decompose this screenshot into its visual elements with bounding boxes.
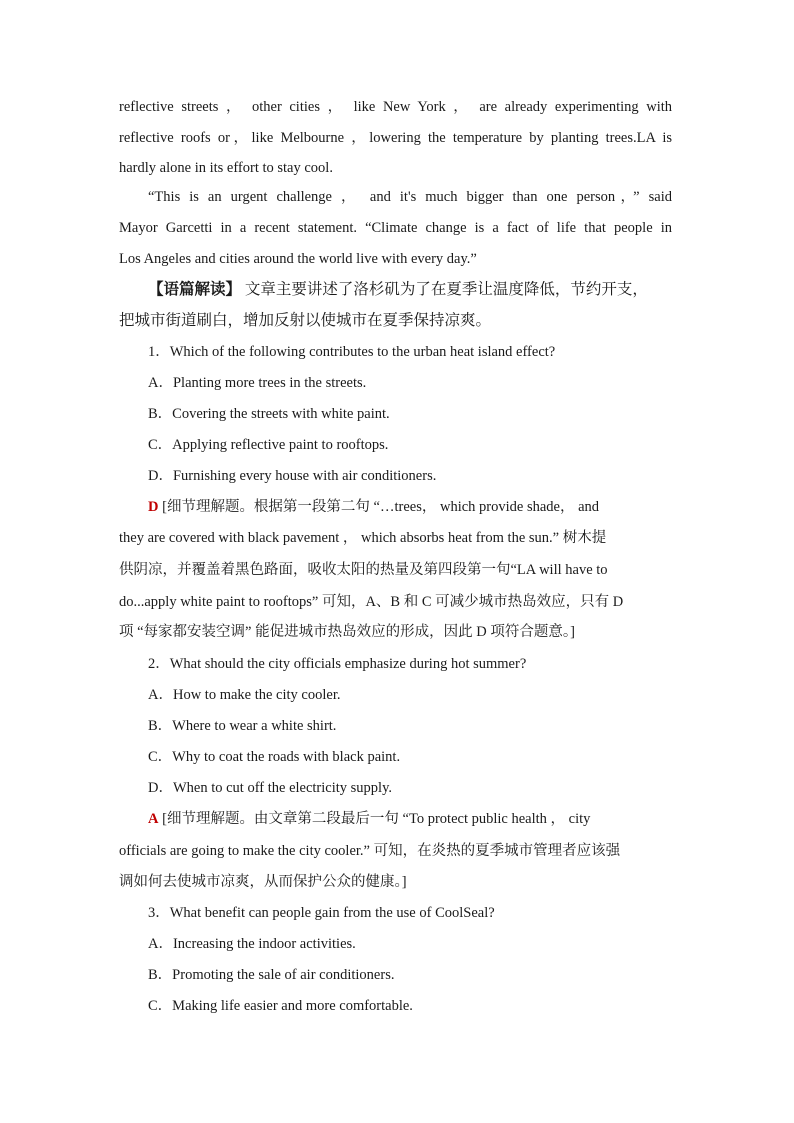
explanation-line [148, 497, 672, 517]
explanation-line: 调如何去使城市凉爽，从而保护公众的健康。] [119, 874, 407, 890]
option-a: A．Increasing the indoor activities. [148, 936, 356, 952]
question-stem: 2．What should the city officials emphasize during hot summer? [148, 656, 527, 672]
option-c: C．Applying reflective paint to rooftops. [148, 437, 389, 453]
passage-line: hardly alone in its effort to stay cool. [119, 160, 333, 176]
option-c: C．Making life easier and more comfortable. [148, 998, 413, 1014]
explanation-text: [细节理解题。根据第一段第二句 “…trees， which provide shade， and [158, 499, 600, 515]
option-d: D．Furnishing every house with air conditioners. [148, 468, 437, 484]
option-a: A．How to make the city cooler. [148, 687, 341, 703]
answer-letter: A [148, 811, 159, 827]
explanation-line: officials are going to make the city cooler.” 可知，在炎热的夏季城市管理者应该强 [119, 843, 621, 859]
explanation-line: 项 “每家都安装空调” 能促进城市热岛效应的形成，因此 D 项符合题意。] [119, 624, 575, 640]
question-stem: 3．What benefit can people gain from the use of CoolSeal? [148, 905, 495, 921]
option-b: B．Covering the streets with white paint. [148, 406, 390, 422]
passage-line: reflective streets ， other cities ， like New York ， are already experimenting with [119, 99, 672, 115]
option-d: D．When to cut off the electricity supply. [148, 780, 393, 796]
option-a: A．Planting more trees in the streets. [148, 375, 367, 391]
passage-line: “This is an urgent challenge ， and it's much bigger than one person，” said [148, 189, 672, 205]
question-stem: 1．Which of the following contributes to the urban heat island effect? [148, 344, 556, 360]
passage-line: Mayor Garcetti in a recent statement. “Climate change is a fact of life that people in [119, 220, 672, 236]
explanation-text: [细节理解题。由文章第二段最后一句 “To protect public health ， city [158, 811, 591, 827]
answer-letter: D [148, 499, 159, 515]
option-c: C．Why to coat the roads with black paint. [148, 749, 401, 765]
analysis-tag: 【语篇解读】 [148, 281, 242, 298]
explanation-line [148, 809, 672, 829]
explanation-line: they are covered with black pavement ， which absorbs heat from the sun.” 树木提 [119, 530, 607, 546]
passage-line: Los Angeles and cities around the world live with every day.” [119, 251, 477, 267]
passage-line: reflective roofs or，like Melbourne ，lowering the temperature by planting trees.LA is [119, 130, 672, 146]
analysis-text: 文章主要讲述了洛杉矶为了在夏季让温度降低，节约开支， [241, 281, 648, 298]
option-b: B．Promoting the sale of air conditioners. [148, 967, 395, 983]
explanation-line: 供阴凉，并覆盖着黑色路面，吸收太阳的热量及第四段第一句“LA will have to [119, 562, 608, 578]
analysis-line [148, 280, 672, 300]
analysis-line: 把城市街道刷白，增加反射以使城市在夏季保持凉爽。 [119, 312, 492, 329]
explanation-line: do...apply white paint to rooftops” 可知，A、B 和 C 可减少城市热岛效应，只有 D [119, 594, 624, 610]
option-b: B．Where to wear a white shirt. [148, 718, 337, 734]
